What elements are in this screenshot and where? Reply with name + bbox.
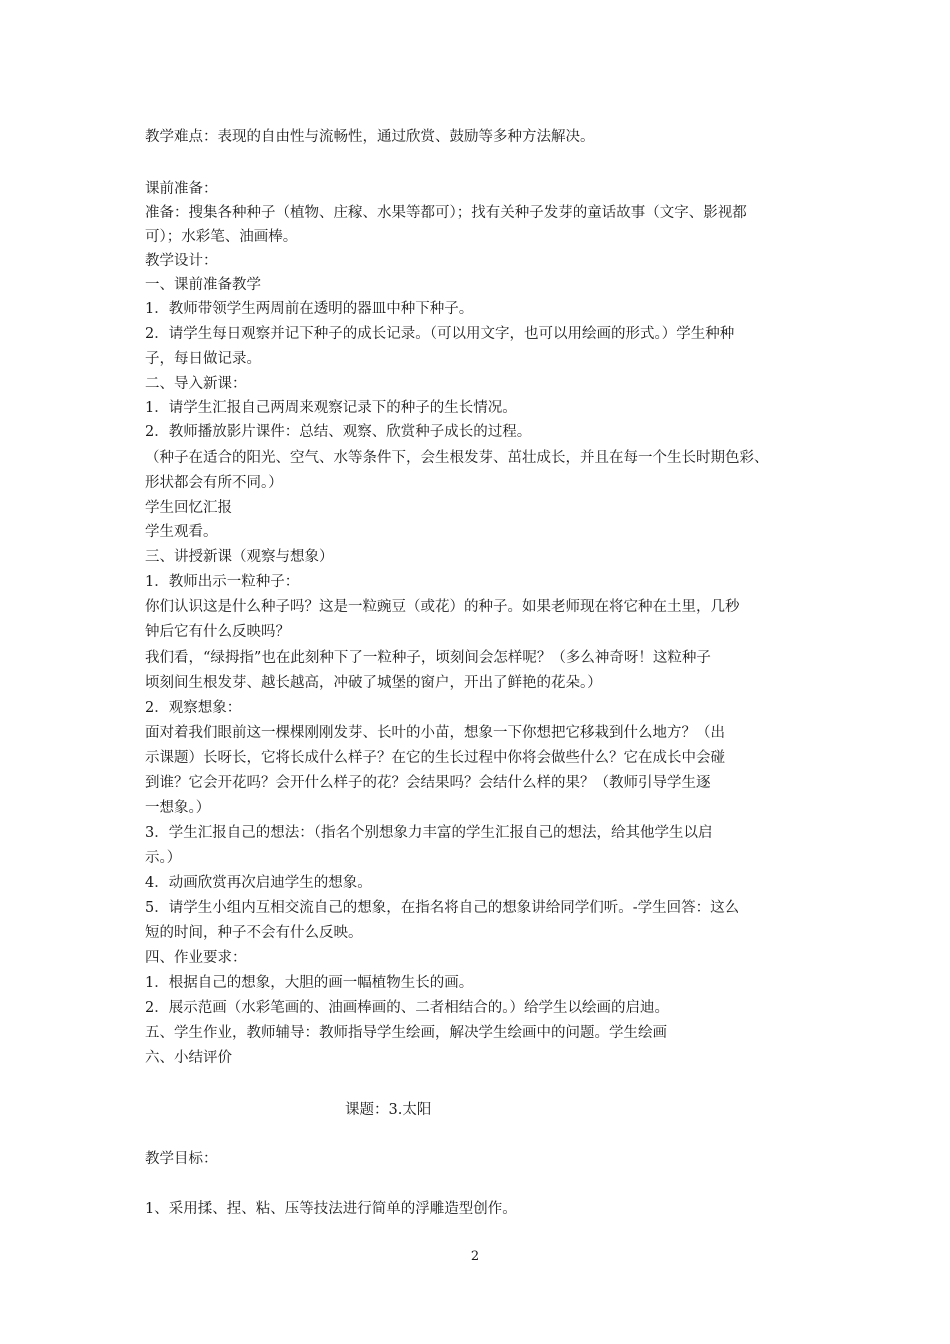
text-line: （种子在适合的阳光、空气、水等条件下，会生根发芽、茁壮成长，并且在每一个生长时期色彩、 [145,450,769,466]
text-line: 教学目标： [145,1151,218,1167]
text-line: 子，每日做记录。 [145,351,261,367]
text-line: 2．观察想象： [145,700,242,716]
text-line: 1、采用揉、捏、粘、压等技法进行简单的浮雕造型创作。 [145,1201,517,1217]
text-line: 可）；水彩笔、油画棒。 [145,229,298,245]
text-line: 1．教师出示一粒种子： [145,574,300,590]
text-line: 钟后它有什么反映吗？ [145,624,290,640]
text-line: 学生回忆汇报 [145,500,232,516]
text-line: 你们认识这是什么种子吗？这是一粒豌豆（或花）的种子。如果老师现在将它种在土里，几秒 [145,599,740,615]
text-line: 一、课前准备教学 [145,277,261,293]
text-line: 教学设计： [145,253,218,269]
text-line: 2．请学生每日观察并记下种子的成长记录。（可以用文字，也可以用绘画的形式。）学生种种 [145,326,735,342]
text-line: 一想象。） [145,800,211,816]
text-line: 4．动画欣赏再次启迪学生的想象。 [145,875,372,891]
text-line: 三、讲授新课（观察与想象） [145,549,334,565]
text-line: 面对着我们眼前这一棵棵刚刚发芽、长叶的小苗，想象一下你想把它移栽到什么地方？（出 [145,725,725,741]
text-line: 课前准备： [145,181,218,197]
text-line: 1．请学生汇报自己两周来观察记录下的种子的生长情况。 [145,400,517,416]
text-line: 短的时间，种子不会有什么反映。 [145,925,363,941]
text-line: 六、小结评价 [145,1050,232,1066]
text-line: 四、作业要求： [145,950,247,966]
text-line: 形状都会有所不同。） [145,475,283,491]
page-number: 2 [470,1249,480,1264]
text-line: 我们看，“绿拇指”也在此刻种下了一粒种子，顷刻间会怎样呢？（多么神奇呀！这粒种子 [145,650,711,666]
text-line: 教学难点：表现的自由性与流畅性，通过欣赏、鼓励等多种方法解决。 [145,129,595,145]
text-line: 5．请学生小组内互相交流自己的想象，在指名将自己的想象讲给同学们听。-学生回答：这么 [145,900,740,916]
text-line: 1．教师带领学生两周前在透明的器皿中种下种子。 [145,301,474,317]
text-line: 3．学生汇报自己的想法：（指名个别想象力丰富的学生汇报自己的想法，给其他学生以启 [145,825,713,841]
text-line: 2．教师播放影片课件：总结、观察、欣赏种子成长的过程。 [145,424,532,440]
text-line: 顷刻间生根发芽、越长越高，冲破了城堡的窗户，开出了鲜艳的花朵。） [145,675,602,691]
lesson-title: 课题：3.太阳 [345,1102,432,1118]
text-line: 准备：搜集各种种子（植物、庄稼、水果等都可）；找有关种子发芽的童话故事（文字、影视都 [145,205,747,221]
text-line: 2．展示范画（水彩笔画的、油画棒画的、二者相结合的。）给学生以绘画的启迪。 [145,1000,669,1016]
text-line: 示课题）长呀长，它将长成什么样子？在它的生长过程中你将会做些什么？它在成长中会碰 [145,750,725,766]
text-line: 1．根据自己的想象，大胆的画一幅植物生长的画。 [145,975,474,991]
text-line: 到谁？它会开花吗？会开什么样子的花？会结果吗？会结什么样的果？（教师引导学生逐 [145,775,711,791]
text-line: 示。） [145,850,182,866]
text-line: 二、导入新课： [145,376,247,392]
text-line: 五、学生作业，教师辅导：教师指导学生绘画，解决学生绘画中的问题。学生绘画 [145,1025,667,1041]
text-line: 学生观看。 [145,524,218,540]
